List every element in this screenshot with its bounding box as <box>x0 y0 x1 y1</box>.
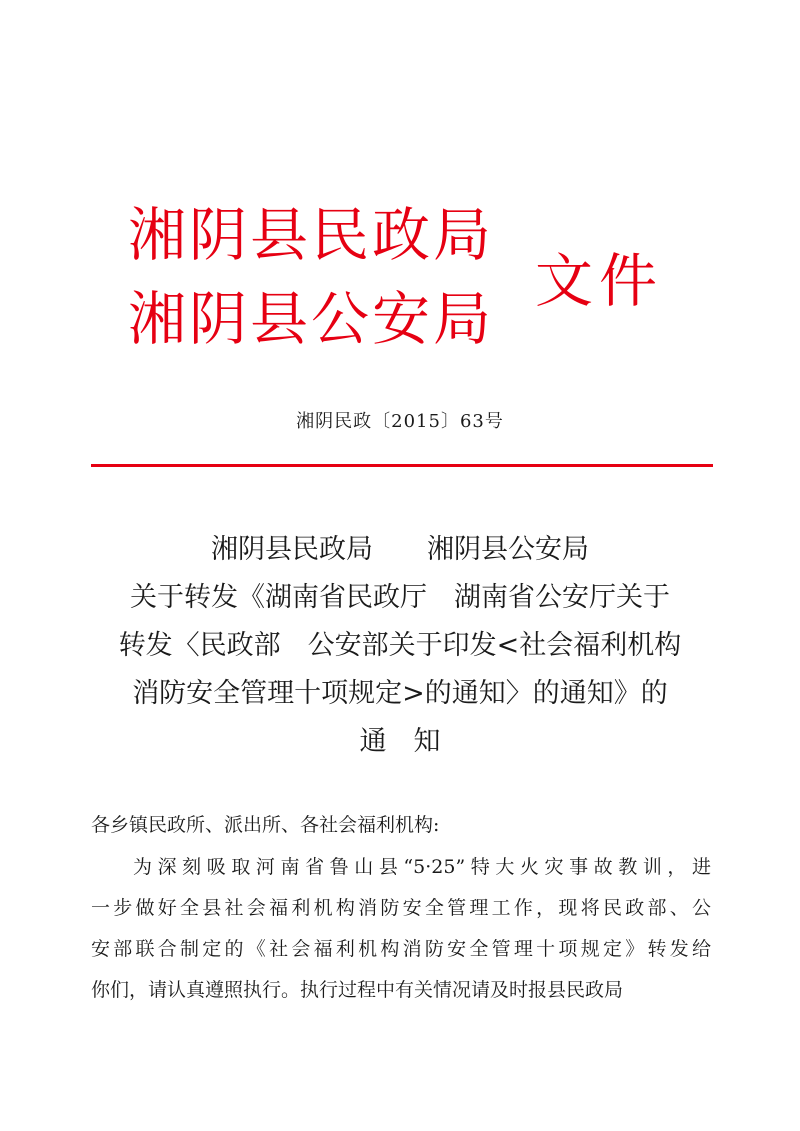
issuer-civil-affairs: 湘阴县民政局 <box>128 201 495 269</box>
title-line-4: 消防安全管理十项规定>的通知〉的通知》的 <box>132 678 668 709</box>
title-line-3: 转发〈民政部 公安部关于印发<社会福利机构 <box>118 630 682 661</box>
red-divider-line <box>91 464 713 467</box>
salutation: 各乡镇民政所、派出所、各社会福利机构: <box>91 814 440 836</box>
document-type-label: 文件 <box>535 247 664 315</box>
document-number: 湘阴民政〔2015〕63号 <box>296 411 504 432</box>
issuer-public-security: 湘阴县公安局 <box>128 285 495 353</box>
body-line: 安部联合制定的《社会福利机构消防安全管理十项规定》转发给 <box>91 938 711 960</box>
title-line-1: 湘阴县民政局 湘阴县公安局 <box>211 534 589 565</box>
title-line-5: 通 知 <box>359 726 441 757</box>
body-line: 你们，请认真遵照执行。执行过程中有关情况请及时报县民政局 <box>91 979 624 1001</box>
body-line: 为深刻吸取河南省鲁山县“5·25”特大火灾事故教训，进 <box>133 856 711 878</box>
title-line-2: 关于转发《湖南省民政厅 湖南省公安厅关于 <box>130 582 670 613</box>
body-line: 一步做好全县社会福利机构消防安全管理工作，现将民政部、公 <box>91 897 711 919</box>
